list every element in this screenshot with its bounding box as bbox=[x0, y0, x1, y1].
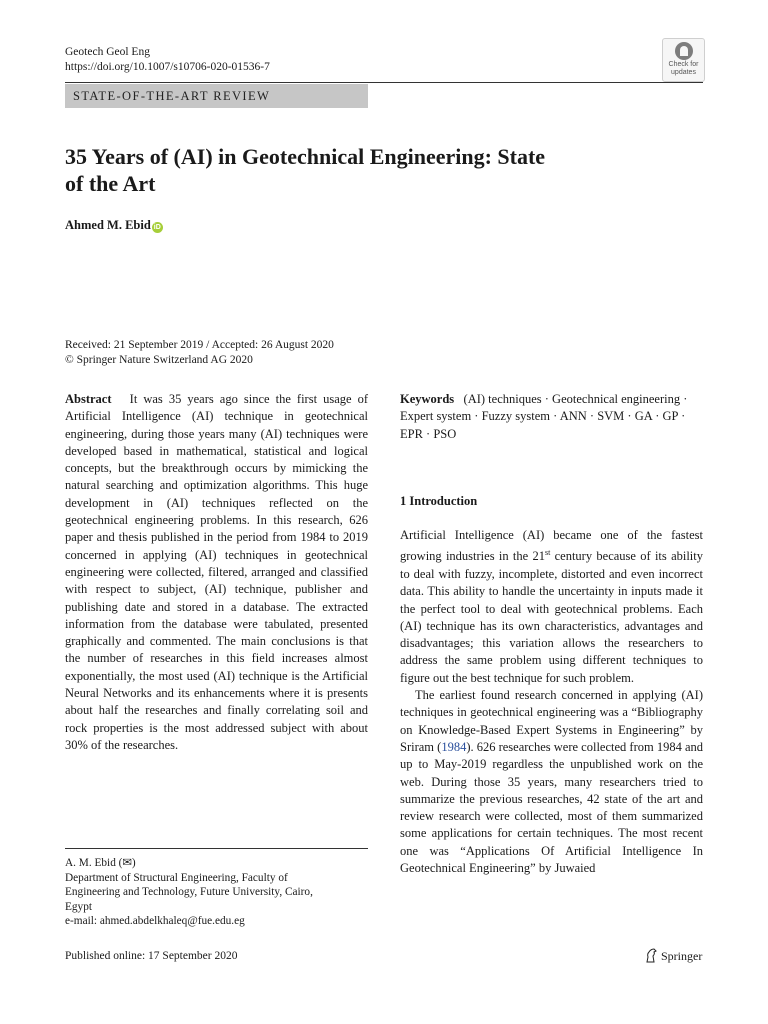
published-online: Published online: 17 September 2020 bbox=[65, 950, 238, 962]
abstract bbox=[65, 391, 368, 754]
affiliation bbox=[65, 856, 368, 929]
abstract-column bbox=[65, 391, 368, 754]
copyright: © Springer Nature Switzerland AG 2020 bbox=[65, 354, 253, 366]
title-line-1: 35 Years of (AI) in Geotechnical Engineering: State bbox=[65, 144, 546, 169]
abstract-text: It was 35 years ago since the first usage of Artificial Intelligence (AI) technique in geotechnical engineering, during those years many (AI) techniques were developed based in mathematical, statistical and logical concepts, but the breakthrough occurs by mimicking the natural searching and optimization algorithms. This huge development in (AI) techniques reflected on the geotechnical engineering problems. In this research, 626 paper and thesis published in the period from 1984 to 2019 concerned in applying (AI) techniques in geotechnical engineering were collected, filtered, arranged and classified with respect to subject, (AI) technique, publisher and publishing date and stored in a database. The extracted information from the database were tabulated, presented graphically and commented. The main conclusions is that the number of researches in this field increases almost exponentially, the most used (AI) technique is the Artificial Neural Networks and its enhancements where it is presents about half the researches and finally correlating soil and rock properties is the most addressed subject with about 30% of the researches. bbox=[65, 392, 369, 752]
publisher-name: Springer bbox=[661, 949, 703, 963]
keywords bbox=[400, 391, 703, 443]
right-column bbox=[400, 391, 703, 877]
section-heading-introduction: 1 Introduction bbox=[400, 493, 478, 508]
author-name[interactable]: Ahmed M. Ebid bbox=[65, 218, 151, 232]
article-title bbox=[65, 143, 625, 197]
affiliation-dept: Department of Structural Engineering, Faculty of bbox=[65, 871, 288, 884]
intro-paragraph-1: Artificial Intelligence (AI) became one of the fastest growing industries in the 21st century because of its ability to deal with fuzzy, incomplete, distorted and even incorrect data. This ability to handle the uncertainty in inputs made it the perfect tool to deal with geotechnical problems. Each (AI) technique has its own characteristics, advantages and disadvantages; this variation allows the researchers to address the same problem using different techniques to figure out the best technique for such problem. bbox=[400, 528, 704, 685]
abstract-label: Abstract bbox=[65, 392, 112, 406]
footnote-rule bbox=[65, 848, 368, 849]
publisher-logo bbox=[645, 948, 702, 964]
orcid-icon[interactable]: iD bbox=[153, 224, 161, 231]
check-for-updates-badge[interactable] bbox=[662, 38, 705, 82]
bookmark-icon bbox=[675, 42, 693, 60]
keywords-text: (AI) techniques · Geotechnical engineering · Expert system · Fuzzy system · ANN · SVM · GA · GP · EPR · PSO bbox=[400, 392, 688, 441]
superscript: st bbox=[544, 548, 551, 558]
journal-name: Geotech Geol Eng bbox=[65, 46, 150, 58]
journal-header bbox=[65, 45, 270, 75]
badge-text-line1: Check for bbox=[668, 61, 699, 68]
affiliation-email[interactable]: e-mail: ahmed.abdelkhaleq@fue.edu.eg bbox=[65, 915, 245, 927]
intro-paragraph-2: The earliest found research concerned in applying (AI) techniques in geotechnical engineering was a “Bibliography on Knowledge-Based Expert Systems in Engineering” by Sriram (1984). 626 researches were collected from 1984 and up to May-2019 regardless the unpublished work on the web. During those 35 years, many researchers tried to summarize the previous researches, 42 state of the art and review research were collected, most of them summarized some applications for certain techniques. The most recent one was “Applications Of Artificial Intelligence In Geotechnical Engineering” by Juwaied bbox=[400, 688, 704, 875]
citation-link[interactable]: 1984 bbox=[441, 739, 467, 754]
header-rule bbox=[65, 82, 703, 83]
received-info bbox=[65, 338, 334, 368]
springer-horse-icon bbox=[645, 948, 658, 963]
affiliation-country: Egypt bbox=[65, 900, 92, 913]
section-banner: STATE-OF-THE-ART REVIEW bbox=[65, 84, 368, 108]
affiliation-faculty: Engineering and Technology, Future University, Cairo, bbox=[65, 886, 313, 898]
affiliation-name: A. M. Ebid (✉) bbox=[65, 857, 136, 869]
received-dates: Received: 21 September 2019 / Accepted: 26 August 2020 bbox=[65, 339, 334, 351]
title-line-2: of the Art bbox=[65, 171, 156, 196]
badge-text-line2: updates bbox=[671, 68, 696, 76]
author-line bbox=[65, 218, 163, 233]
keywords-label: Keywords bbox=[400, 392, 455, 406]
doi-link[interactable]: https://doi.org/10.1007/s10706-020-01536-7 bbox=[65, 61, 270, 73]
